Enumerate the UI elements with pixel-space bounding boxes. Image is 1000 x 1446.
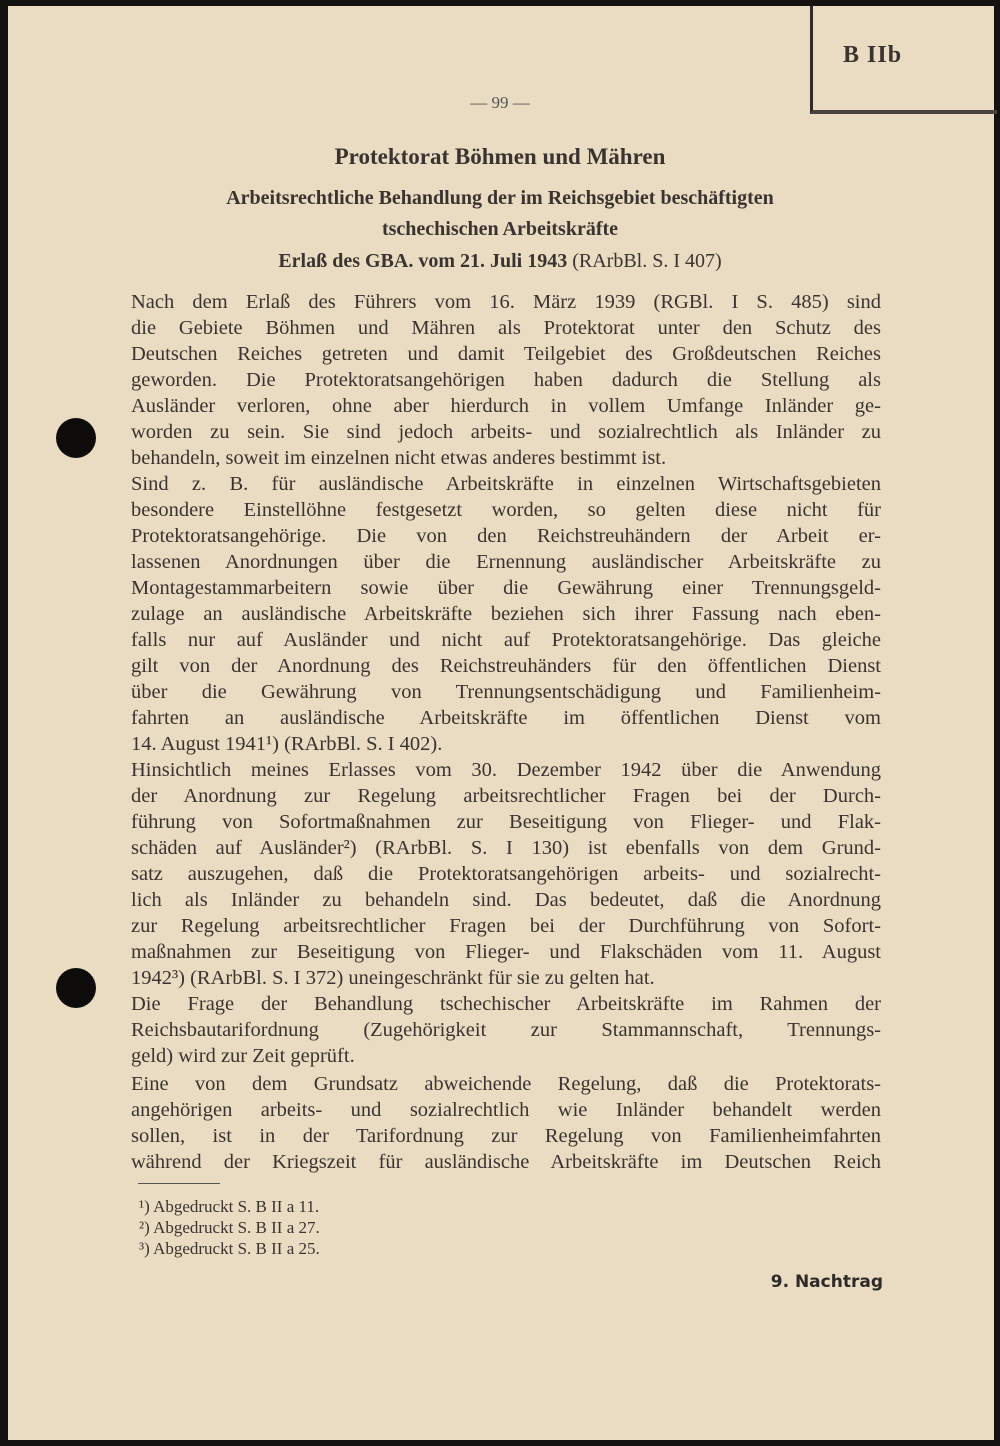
body-text [131,289,881,1175]
document-subtitle: tschechischen Arbeitskräfte [381,218,619,240]
text-line: worden zu sein. Sie sind jedoch arbeits- und sozialrechtlich als Inländer zu [131,421,881,443]
text-line: fahrten an ausländische Arbeitskräfte im öffentlichen Dienst vom [131,707,881,729]
punch-hole [56,968,96,1008]
paragraph [131,991,881,1069]
text-line: behandeln, soweit im einzelnen nicht etwas anderes bestimmt ist. [131,447,667,469]
text-line: 14. August 1941¹) (RArbBl. S. I 402). [131,733,443,755]
paragraph [131,1071,881,1175]
text-line: lassenen Anordnungen über die Ernennung ausländischer Arbeitskräfte zu [131,551,881,573]
text-line: gilt von der Anordnung des Reichstreuhänders für den öffentlichen Dienst [131,655,881,677]
text-line: während der Kriegszeit für ausländische Arbeitskräfte im Deutschen Reich [131,1151,881,1173]
footnote: ²) Abgedruckt S. B II a 27. [139,1218,320,1237]
document-subtitle: Arbeitsrechtliche Behandlung der im Reichsgebiet beschäftigten [226,187,774,209]
text-line: Die Frage der Behandlung tschechischer Arbeitskräfte im Rahmen der [131,993,881,1015]
footnote: ¹) Abgedruckt S. B II a 11. [139,1197,320,1216]
supplement-label: 9. Nachtrag [770,1272,883,1292]
text-line: 1942³) (RArbBl. S. I 372) uneingeschränkt für sie zu gelten hat. [131,967,655,989]
text-line: Hinsichtlich meines Erlasses vom 30. Dezember 1942 über die Anwendung [131,759,881,781]
text-line: führung von Sofortmaßnahmen zur Beseitigung von Flieger- und Flak- [131,811,881,833]
footnote: ³) Abgedruckt S. B II a 25. [139,1239,320,1258]
decree-title: Erlaß des GBA. vom 21. Juli 1943 [278,250,568,272]
text-line: Ausländer verloren, ohne aber hierdurch in vollem Umfange Inländer ge- [131,395,881,417]
paragraph [131,289,881,471]
text-line: Montagestammarbeitern sowie über die Gewährung einer Trennungsgeld- [131,577,881,599]
decree-reference [0,250,1000,273]
footnotes [139,1196,320,1259]
text-line: satz auszugehen, daß die Protektoratsangehörigen arbeits- und sozialrecht- [131,863,881,885]
text-line: angehörigen arbeits- und sozialrechtlich wie Inländer behandelt werden [131,1099,881,1121]
section-code: B IIb [843,42,903,68]
page-number: — 99 — [470,93,530,112]
text-line: Eine von dem Grundsatz abweichende Regelung, daß die Protektorats- [131,1073,881,1095]
punch-hole [56,418,96,458]
text-line: besondere Einstellöhne festgesetzt worden, so gelten diese nicht für [131,499,881,521]
text-line: Protektoratsangehörige. Die von den Reichstreuhändern der Arbeit er- [131,525,881,547]
text-line: die Gebiete Böhmen und Mähren als Protektorat unter den Schutz des [131,317,881,339]
text-line: Deutschen Reiches getreten und damit Teilgebiet des Großdeutschen Reiches [131,343,881,365]
footnote-divider [138,1183,220,1184]
text-line: falls nur auf Ausländer und nicht auf Protektoratsangehörige. Das gleiche [131,629,881,651]
text-line: maßnahmen zur Beseitigung von Flieger- und Flakschäden vom 11. August [131,941,881,963]
text-line: geworden. Die Protektoratsangehörigen haben dadurch die Stellung als [131,369,881,391]
text-line: lich als Inländer zu behandeln sind. Das bedeutet, daß die Anordnung [131,889,881,911]
text-line: Sind z. B. für ausländische Arbeitskräfte in einzelnen Wirtschaftsgebieten [131,473,881,495]
paragraph [131,757,881,991]
text-line: zur Regelung arbeitsrechtlicher Fragen bei der Durchführung von Sofort- [131,915,881,937]
text-line: der Anordnung zur Regelung arbeitsrechtlicher Fragen bei der Durch- [131,785,881,807]
document-title: Protektorat Böhmen und Mähren [334,144,666,169]
text-line: zulage an ausländische Arbeitskräfte beziehen sich ihrer Fassung nach eben- [131,603,881,625]
text-line: über die Gewährung von Trennungsentschädigung und Familienheim- [131,681,881,703]
text-line: schäden auf Ausländer²) (RArbBl. S. I 130) ist ebenfalls von dem Grund- [131,837,881,859]
text-line: geld) wird zur Zeit geprüft. [131,1045,355,1067]
text-line: Nach dem Erlaß des Führers vom 16. März 1939 (RGBl. I S. 485) sind [131,291,881,313]
text-line: Reichsbautarifordnung (Zugehörigkeit zur Stammannschaft, Trennungs- [131,1019,881,1041]
decree-source: (RArbBl. S. I 407) [567,250,722,272]
paragraph [131,471,881,757]
text-line: sollen, ist in der Tarifordnung zur Regelung von Familienheimfahrten [131,1125,881,1147]
